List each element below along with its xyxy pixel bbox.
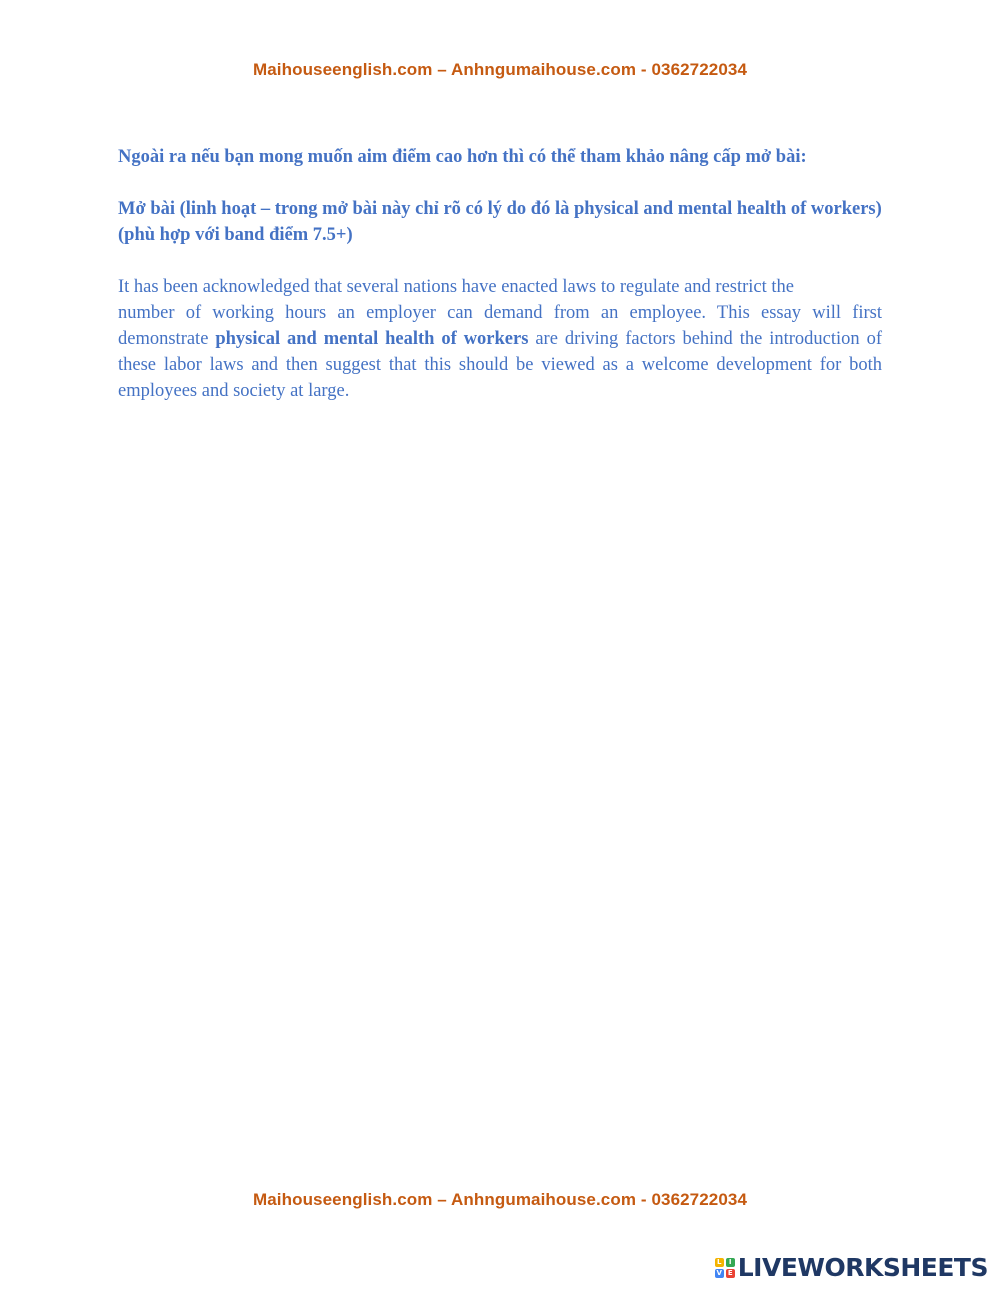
liveworksheets-logo (715, 1253, 988, 1282)
intro-paragraph-part2: are driving factors behind the introduction of these labor laws and then suggest that this should be viewed as a welcome development for both employees and society at large. (118, 329, 882, 401)
logo-tile-i: I (726, 1258, 735, 1267)
logo-tile-e: E (726, 1269, 735, 1278)
liveworksheets-wordmark: LIVEWORKSHEETS (737, 1253, 988, 1282)
page-header: Maihouseenglish.com – Anhngumaihouse.com - 0362722034 (252, 60, 748, 79)
liveworksheets-icon (715, 1258, 735, 1278)
intro-paragraph (118, 274, 882, 404)
intro-heading: Mở bài (linh hoạt – trong mở bài này chỉ rõ có lý do đó là physical and mental health of workers) (phù hợp với band điểm 7.5+) (118, 199, 882, 245)
intro-paragraph-line1: It has been acknowledged that several nations have enacted laws to regulate and restrict the (118, 277, 794, 297)
page-footer: Maihouseenglish.com – Anhngumaihouse.com - 0362722034 (252, 1190, 748, 1209)
intro-paragraph-part1: number of working hours an employer can demand from an employee. This essay will first demonstrate (118, 303, 882, 349)
upgrade-note-heading: Ngoài ra nếu bạn mong muốn aim điểm cao hơn thì có thể tham khảo nâng cấp mở bài: (118, 147, 807, 167)
document-content (118, 144, 882, 404)
logo-tile-v: V (716, 1268, 722, 1277)
logo-tile-l: L (715, 1258, 724, 1267)
intro-paragraph-emphasis: physical and mental health of workers (215, 329, 529, 349)
